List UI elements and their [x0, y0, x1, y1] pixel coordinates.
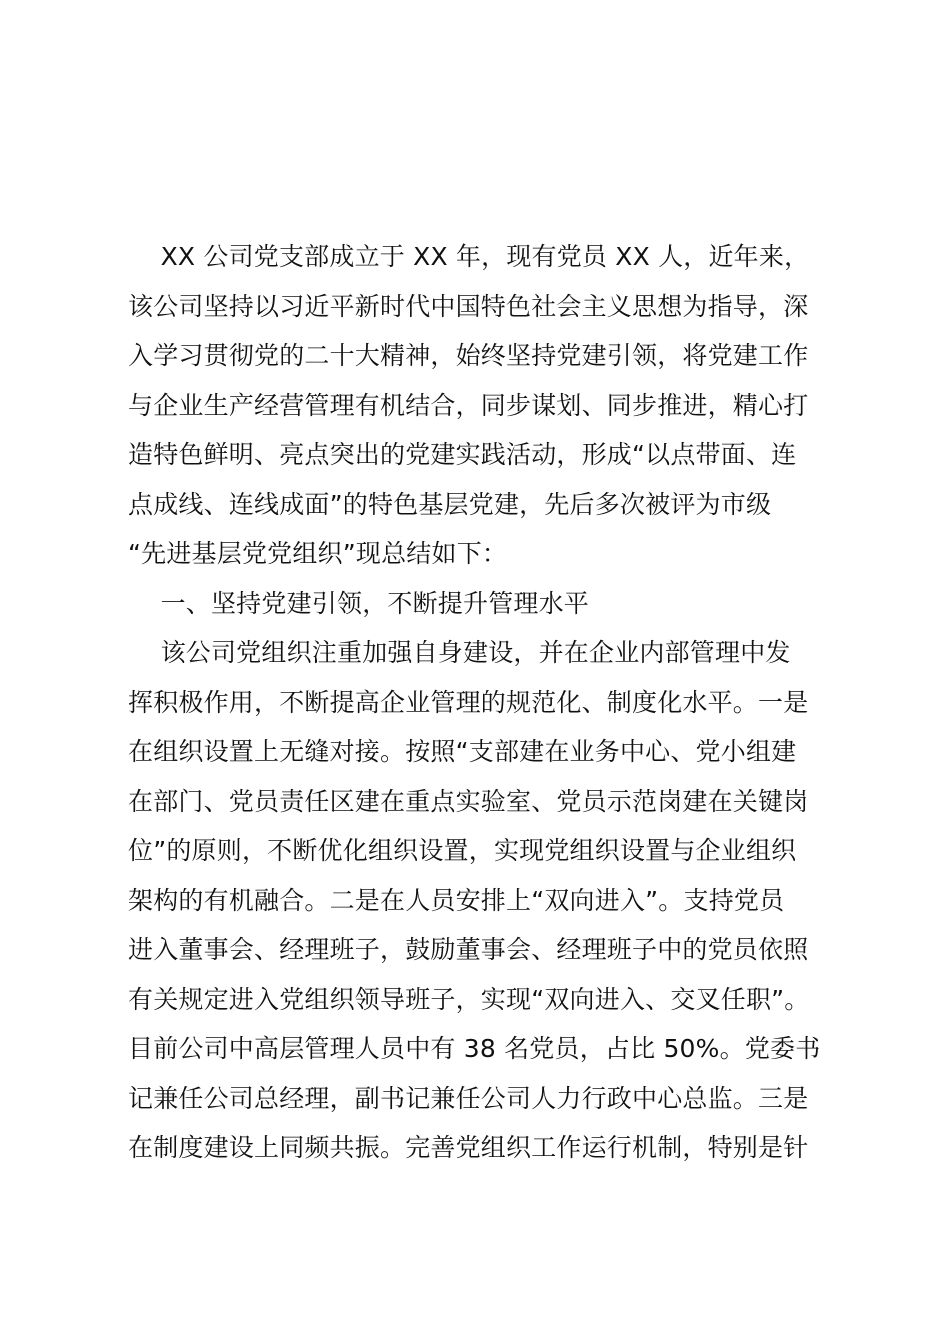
text-line: 点成线、连线成面”的特色基层党建，先后多次被评为市级 [128, 489, 772, 519]
text-line: 该公司党组织注重加强自身建设，并在企业内部管理中发 [128, 638, 791, 667]
document-body [128, 232, 848, 1173]
text-line: “先进基层党党组织”现总结如下： [128, 539, 508, 568]
text-line: 记兼任公司总经理，副书记兼任公司人力行政中心总监。三是 [128, 1083, 809, 1113]
text-line: 造特色鲜明、亮点突出的党建实践活动，形成“以点带面、连 [128, 440, 797, 469]
text-line: XX 公司党支部成立于 XX 年，现有党员 XX 人，近年来， [128, 242, 810, 271]
text-line: 挥积极作用，不断提高企业管理的规范化、制度化水平。一是 [128, 687, 809, 717]
text-line: 目前公司中高层管理人员中有 38 名党员，占比 50%。党委书 [128, 1034, 821, 1063]
text-line: 在制度建设上同频共振。完善党组织工作运行机制，特别是针 [128, 1133, 809, 1162]
text-line: 进入董事会、经理班子，鼓励董事会、经理班子中的党员依照 [128, 935, 809, 964]
text-line: 在组织设置上无缝对接。按照“支部建在业务中心、党小组建 [128, 737, 797, 766]
text-line: 与企业生产经营管理有机结合，同步谋划、同步推进，精心打 [128, 390, 809, 420]
text-line: 位”的原则，不断优化组织设置，实现党组织设置与企业组织 [128, 836, 797, 865]
text-line: 在部门、党员责任区建在重点实验室、党员示范岗建在关键岗 [128, 786, 809, 816]
text-line: 入学习贯彻党的二十大精神，始终坚持党建引领，将党建工作 [128, 341, 809, 370]
text-line: 有关规定进入党组织领导班子，实现“双向进入、交叉任职”。 [128, 984, 810, 1014]
section-heading: 一、坚持党建引领，不断提升管理水平 [128, 588, 589, 618]
text-line: 该公司坚持以习近平新时代中国特色社会主义思想为指导，深 [128, 291, 809, 321]
text-line: 架构的有机融合。二是在人员安排上“双向进入”。支持党员 [128, 885, 785, 915]
